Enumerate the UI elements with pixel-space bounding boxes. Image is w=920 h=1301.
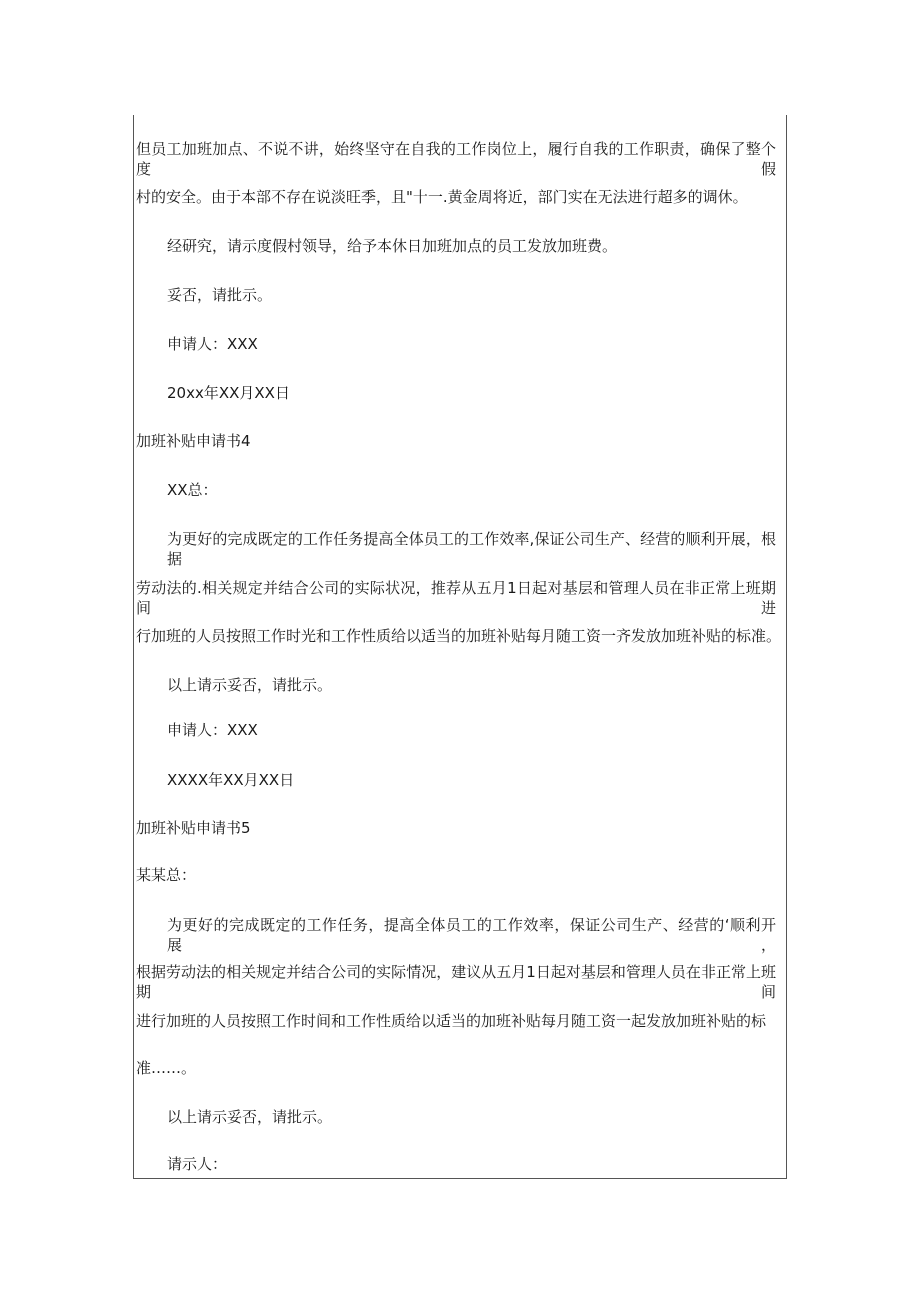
applicant-line: 申请人：XXX [167, 721, 258, 739]
body-text-line: 根据劳动法的相关规定并结合公司的实际情况，建议从五月1日起对基层和管理人员在非正常上班期间 [136, 963, 776, 1001]
body-text-line: 妥否，请批示。 [167, 286, 273, 304]
body-text-line: 进行加班的人员按照工作时间和工作性质给以适当的加班补贴每月随工资一起发放加班补贴的标 [136, 1012, 767, 1030]
body-text-line: 为更好的完成既定的工作任务提高全体员工的工作效率,保证公司生产、经营的顺利开展，根据 [167, 530, 776, 568]
date-line: XXXX年XX月XX日 [167, 771, 295, 789]
body-text-line: 劳动法的.相关规定并结合公司的实际状况，推荐从五月1日起对基层和管理人员在非正常上班期间进 [136, 579, 776, 617]
salutation: XX总： [167, 481, 218, 499]
body-text-line: 为更好的完成既定的工作任务，提高全体员工的工作效率，保证公司生产、经营的‘顺利开展， [167, 916, 776, 954]
body-text-line: 以上请示妥否，请批示。 [167, 1108, 333, 1126]
body-text-line: 准……。 [136, 1059, 197, 1077]
body-text-line: 村的安全。由于本部不存在说淡旺季，且"十一.黄金周将近，部门实在无法进行超多的调休。 [136, 188, 748, 206]
section-heading: 加班补贴申请书4 [136, 432, 251, 450]
body-text-line: 以上请示妥否，请批示。 [167, 676, 333, 694]
body-text-line: 经研究，请示度假村领导，给予本休日加班加点的员工发放加班费。 [167, 237, 618, 255]
date-line: 20xx年XX月XX日 [167, 384, 290, 402]
applicant-line: 申请人：XXX [167, 335, 258, 353]
salutation: 某某总： [136, 866, 197, 884]
section-heading: 加班补贴申请书5 [136, 819, 251, 837]
requester-line: 请示人： [167, 1155, 228, 1173]
body-text-line: 但员工加班加点、不说不讲，始终坚守在自我的工作岗位上，履行自我的工作职责，确保了整个度假 [136, 140, 776, 178]
body-text-line: 行加班的人员按照工作时光和工作性质给以适当的加班补贴每月随工资一齐发放加班补贴的标准。 [136, 627, 782, 645]
